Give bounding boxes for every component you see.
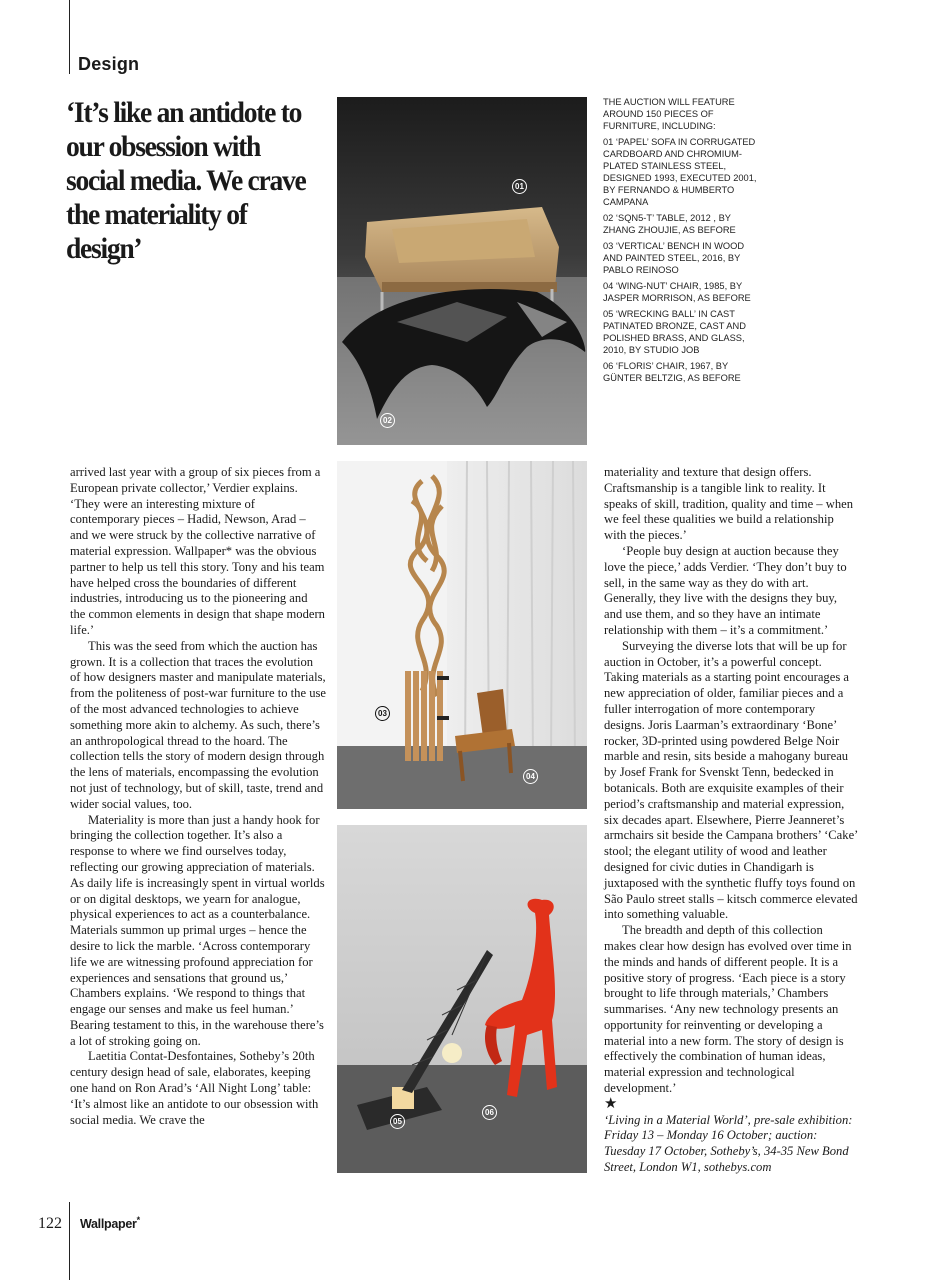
caption-item: 04 ‘WING-NUT’ CHAIR, 1985, BY JASPER MORRISON, AS BEFORE [603, 281, 751, 303]
photo-badge-03: 03 [375, 706, 390, 721]
section-label: Design [78, 54, 140, 74]
photo-badge-04: 04 [523, 769, 538, 784]
body-paragraph: The breadth and depth of this collection makes clear how design has evolved over time in the minds and hands of different people. It is a positive story of progress. ‘Each piece is a story brought to life through materials,’ Chambers summarises. ‘Any new technology presents an opportunity for reinventing or developing a material into a new form. The story of design is effectively the combination of human ideas, material expression and technological development.’ [604, 923, 852, 1096]
body-paragraph: This was the seed from which the auction has grown. It is a collection that traces the evolution of how designers master and manipulate materials, from the politeness of post-war furniture to the use of the most advanced technologies to achieve something more akin to alchemy. As such, there’s an anthropological thread to the hoard. The collection tells the story of modern design through the lens of materials, encompassing the evolution not just of technology, but of skill, taste, trend and wider social values, too. [70, 638, 327, 811]
caption-item: 02 ‘SQN5-T’ TABLE, 2012 , BY ZHANG ZHOUJIE, AS BEFORE [603, 213, 736, 235]
body-paragraph: arrived last year with a group of six pieces from a European private collector,’ Verdier explains. ‘They were an interesting mixture of contemporary pieces – Hadid, Newson, Arad – and we were struck by the collective narrative of material expression. Wallpaper* was the obvious partner to help us tell this story. Tony and his team have helped cross the boundaries of different industries, introducing us to the pioneering and the common elements in design that shape modern life.’ [70, 465, 325, 637]
vertical-rule-bottom [69, 1202, 70, 1280]
caption-item: 01 ‘PAPEL’ SOFA IN CORRUGATED CARDBOARD AND CHROMIUM-PLATED STAINLESS STEEL, DESIGNED 1993, EXECUTED 2001, BY FERNANDO & HUMBERTO CAMPANA [603, 137, 757, 207]
photo-badge-05: 05 [390, 1114, 405, 1129]
caption-intro: THE AUCTION WILL FEATURE AROUND 150 PIECES OF FURNITURE, INCLUDING: [603, 97, 735, 131]
body-paragraph: Materiality is more than just a handy hook for bringing the collection together. It’s also a response to where we find ourselves today, reflecting our growing appreciation of materials. As daily life is increasingly spent in virtual worlds or on digital desktops, we yearn for analogue, physical experiences to act as a counterbalance. Materials summon up primal urges – hence the desire to lick the marble. ‘Across contemporary life we are witnessing profound appreciation for experiences and sensations that ground us,’ Chambers explains. ‘We respond to things that engage our senses and make us feel human.’ Bearing testament to this, in the warehouse there’s a lot of stroking going on. [70, 812, 325, 1048]
photo-badge-02: 02 [380, 413, 395, 428]
caption-item: 05 ‘WRECKING BALL’ IN CAST PATINATED BRONZE, CAST AND POLISHED BRASS, AND GLASS, 2010, BY STUDIO JOB [603, 309, 746, 355]
caption-item: 03 ‘VERTICAL’ BENCH IN WOOD AND PAINTED STEEL, 2016, BY PABLO REINOSO [603, 241, 745, 275]
end-mark-icon: ★ [604, 1095, 618, 1112]
body-paragraph: Laetitia Contat-Desfontaines, Sotheby’s 20th century design head of sale, elaborates, keeping one hand on Ron Arad’s ‘All Night Long’ table: ‘It’s almost like an antidote to our obsession with social media. We crave the [70, 1049, 319, 1127]
page-number: 122 [38, 1215, 62, 1232]
photo-badge-01: 01 [512, 179, 527, 194]
caption-item: 06 ‘FLORIS’ CHAIR, 1967, BY GÜNTER BELTZIG, AS BEFORE [603, 361, 741, 383]
photo-caption [603, 96, 763, 388]
pull-quote: ‘It’s like an antidote to our obsession with social media. We crave the materiality of design’ [66, 96, 306, 265]
body-paragraph: materiality and texture that design offers. Craftsmanship is a tangible link to reality. It speaks of skill, tradition, quality and time – when we feel these qualities we build a relationship with the pieces.’ [604, 465, 854, 543]
body-paragraph: ‘People buy design at auction because they love the piece,’ adds Verdier. ‘They don’t buy to sell, in the same way as they do with art. Generally, they live with the designs they buy, and use them, and so they have an intimate relationship with them – it’s a commitment.’ [604, 543, 847, 637]
photo-bench-and-chair [337, 461, 587, 809]
body-paragraph: Surveying the diverse lots that will be up for auction in October, it’s a powerful concept. Taking materials as a starting point encourages a new appreciation of older, familiar pieces and a fuller interrogation of more contemporary designs. Joris Laarman’s extraordinary ‘Bone’ rocker, 3D-printed using powdered Belge Noir marble and resin, sits beside a mahogany bureau by Josef Frank for Svenskt Tenn, bedecked in botanicals. Both are exquisite examples of their period’s craftsmanship and material expression, six decades apart. Elsewhere, Pierre Jeanneret’s armchairs sit beside the Campana brothers’ ‘Cake’ stool; the elegant utility of wood and leather designed for civic duties in Chandigarh is juxtaposed with the synthetic fluffy toys found on São Paulo street stalls – kitsch commerce elevated into something valuable. [604, 638, 858, 922]
body-column-right [604, 465, 858, 1176]
photo-wrecking-ball-and-floris-chair [337, 825, 587, 1173]
vertical-rule-top [69, 0, 70, 74]
photo-badge-06: 06 [482, 1105, 497, 1120]
exhibition-credit: ‘Living in a Material World’, pre-sale exhibition: Friday 13 – Monday 16 October; auction: Tuesday 17 October, Sotheby’s, 34-35 New Bond Street, London W1, sothebys.com [604, 1112, 853, 1175]
brand-logo [80, 1215, 140, 1231]
brand-mark: * [136, 1215, 140, 1225]
photo-sofa-and-table [337, 97, 587, 445]
body-column-left [70, 465, 326, 1128]
brand-name: Wallpaper [80, 1217, 137, 1232]
